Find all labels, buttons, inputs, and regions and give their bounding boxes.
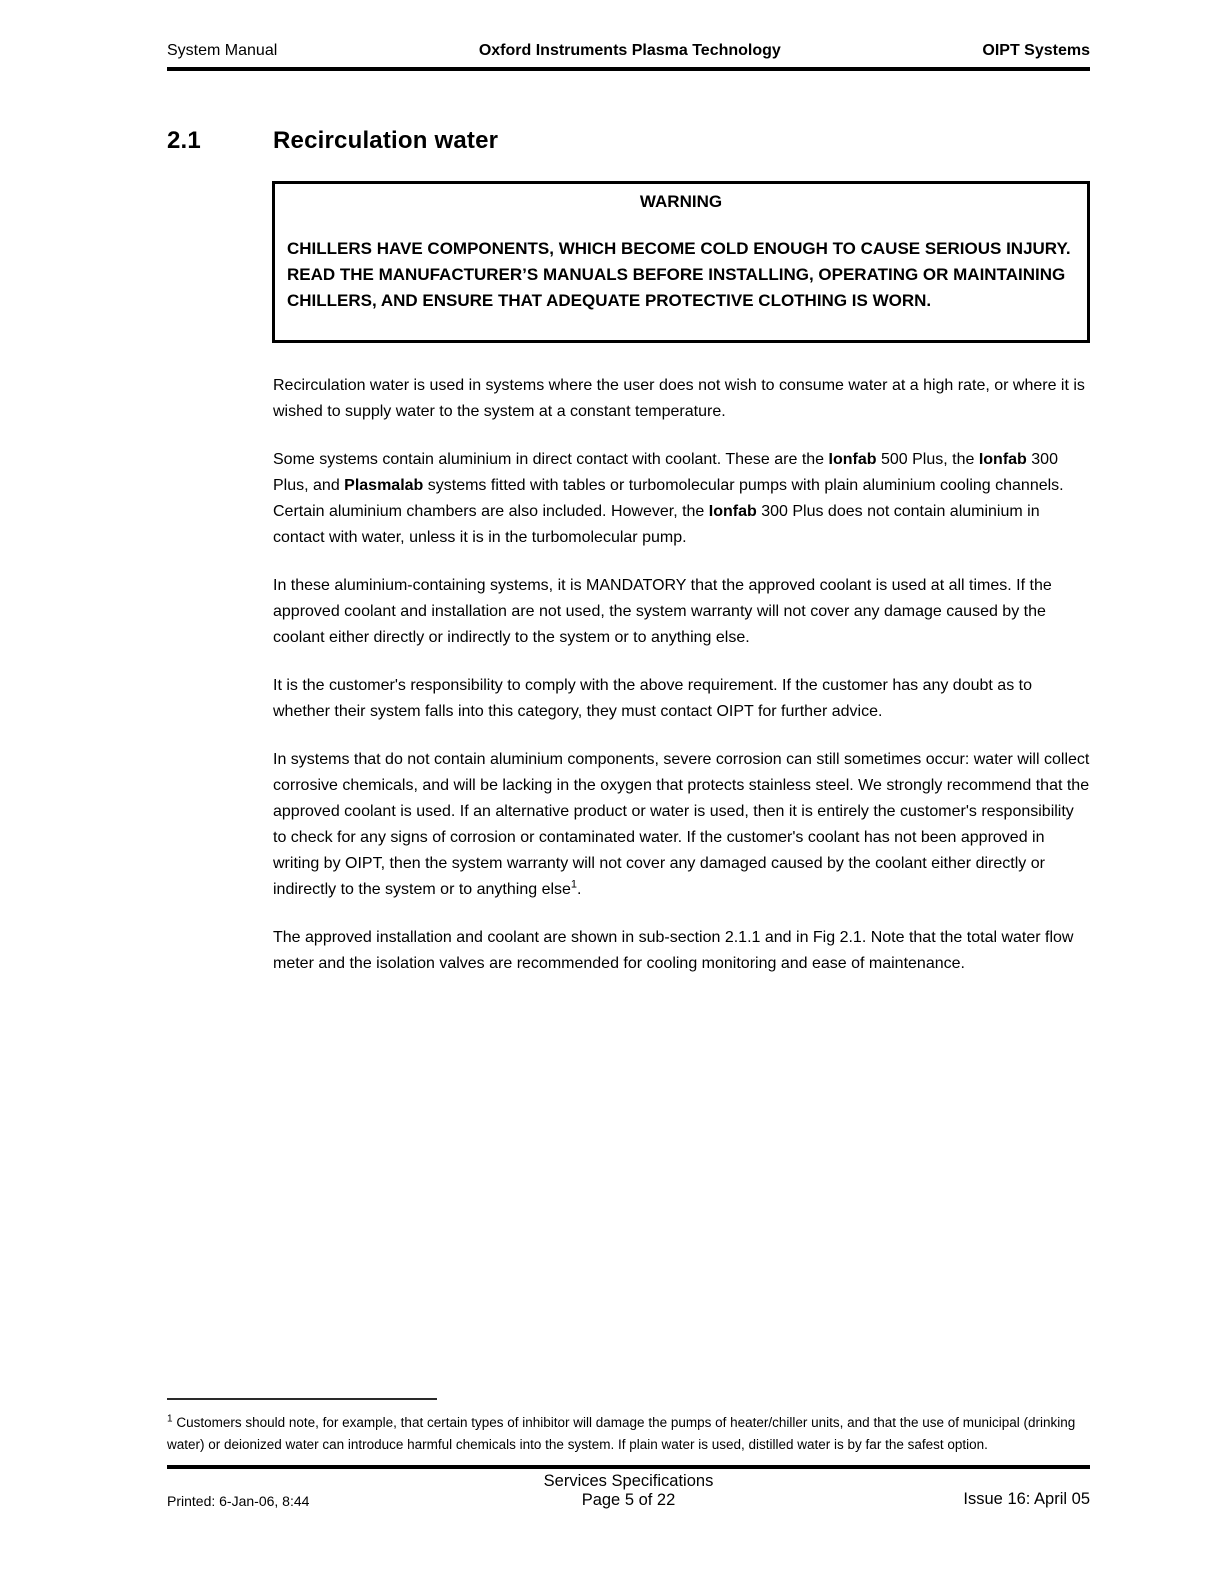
paragraph-recirculation-intro: Recirculation water is used in systems where the user does not wish to consume water at a high rate, or where it is wished to supply water to the system at a constant temperature. [273,377,1085,420]
footer-printed-date: Printed: 6-Jan-06, 8:44 [167,1493,310,1509]
product-name-ionfab: Ionfab [708,503,757,520]
product-name-ionfab: Ionfab [978,451,1027,468]
page-header [167,42,1090,71]
header-left-text: System Manual [167,42,278,59]
footnote-marker: 1 [167,1413,173,1425]
page-bottom [167,1398,1090,1510]
paragraph-corrosion-warning [273,747,1090,903]
paragraph-aluminium-systems [273,447,1090,551]
product-name-plasmalab: Plasmalab [344,477,424,494]
section-number: 2.1 [167,127,201,154]
header-right-text: OIPT Systems [982,42,1090,59]
paragraph-approved-installation: The approved installation and coolant are shown in sub-section 2.1.1 and in Fig 2.1. Note that the total water flow meter and the isolation valves are recommended for cooling monitoring and ease of maintenance. [273,929,1074,972]
footnote-text: Customers should note, for example, that certain types of inhibitor will damage the pumps of heater/chiller units, and that the use of municipal (drinking water) or deionized water can introduce harmful chemicals into the system. If plain water is used, distilled water is by far the safest option. [167,1415,1076,1452]
warning-body-text: CHILLERS HAVE COMPONENTS, WHICH BECOME COLD ENOUGH TO CAUSE SERIOUS INJURY. READ THE MANUFACTURER’S MANUALS BEFORE INSTALLING, OPERATING OR MAINTAINING CHILLERS, AND ENSURE THAT ADEQUATE PROTECTIVE CLOTHING IS WORN. [287,239,1071,310]
text-segment: 300 Plus does not contain aluminium in contact with water, unless it is in the turbomolecular pump. [273,503,1040,546]
section-title: Recirculation water [273,127,499,154]
footer-doc-title: Services Specifications [543,1472,714,1490]
text-segment: . [577,881,582,898]
page-footer [167,1465,1090,1510]
text-segment: 500 Plus, the [876,451,979,468]
footer-issue: Issue 16: April 05 [963,1490,1090,1508]
warning-title: WARNING [639,192,723,211]
footer-center [544,1472,714,1510]
section-heading [167,127,1090,155]
text-segment: 300 Plus, and [273,451,1058,494]
text-segment: systems fitted with tables or turbomolecular pumps with plain aluminium cooling channels. Certain aluminium chambers are also included. However, the [273,477,1064,520]
header-center-text: Oxford Instruments Plasma Technology [478,42,781,59]
footnote-separator-rule [167,1398,437,1400]
paragraph-customer-responsibility: It is the customer's responsibility to comply with the above requirement. If the customer has any doubt as to whether their system falls into this category, they must contact OIPT for further advice. [273,677,1032,720]
product-name-ionfab: Ionfab [828,451,877,468]
footer-page-number: Page 5 of 22 [581,1491,676,1509]
footnote [167,1412,1090,1456]
text-segment: In systems that do not contain aluminium components, severe corrosion can still sometimes occur: water will collect corrosive chemicals, and will be lacking in the oxygen that protects stainless steel. We strongly recommend that the approved coolant is used. If an alternative product or water is used, then it is entirely the customer's responsibility to check for any signs of corrosion or contaminated water. If the customer's coolant has not been approved in writing by OIPT, then the system warranty will not cover any damaged caused by the coolant either directly or indirectly to the system or to anything else [273,751,1090,898]
text-segment: Some systems contain aluminium in direct contact with coolant. These are the [273,451,829,468]
body-content [273,373,1090,977]
warning-box [272,181,1090,343]
footnote-reference: 1 [570,878,578,891]
paragraph-mandatory-coolant: In these aluminium-containing systems, it is MANDATORY that the approved coolant is used at all times. If the approved coolant and installation are not used, the system warranty will not cover any damage caused by the coolant either directly or indirectly to the system or to anything else. [273,577,1052,646]
